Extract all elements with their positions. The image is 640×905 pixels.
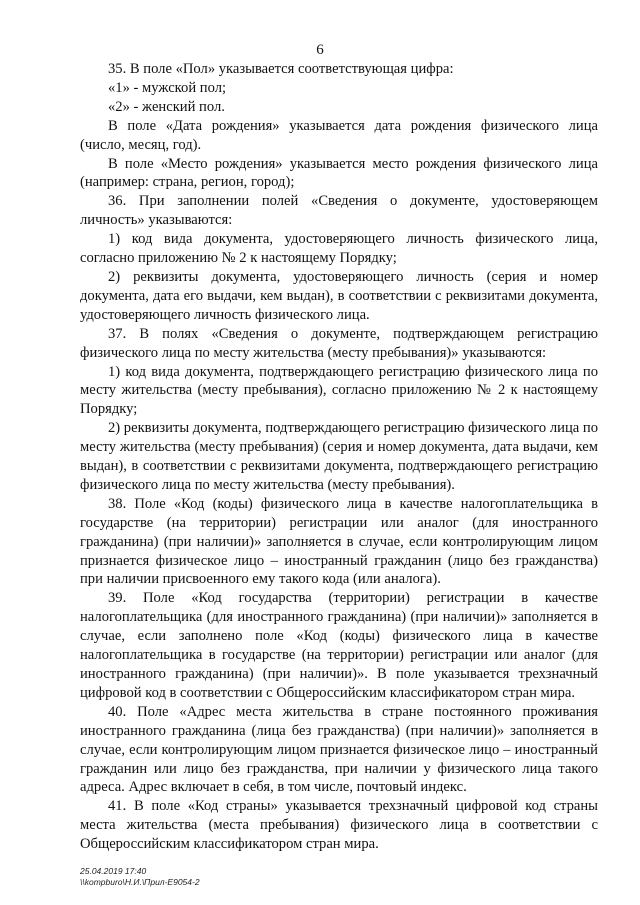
- paragraph-40: 40. Поле «Адрес места жительства в стране постоянного проживания иностранного гражданина (лица без гражданства) (при наличии)» заполняется в случае, если контролирующим лицом признается физическое лицо – иностранный гражданин или лицо без гражданства, при наличии у физического лица такого адреса. Адрес включает в себя, в том числе, почтовый индекс.: [80, 703, 598, 796]
- document-body: [80, 60, 598, 854]
- paragraph-36-1: 1) код вида документа, удостоверяющего личность физического лица, согласно приложению № 2 к настоящему Порядку;: [80, 231, 598, 267]
- paragraph-37-2: 2) реквизиты документа, подтверждающего регистрацию физического лица по месту жительства (месту пребывания) (серия и номер документа, дата выдачи, кем выдан), в соответствии с реквизитами документа, подтверждающего регистрацию физического лица по месту жительства (месту пребывания).: [80, 420, 598, 493]
- paragraph-37: 37. В полях «Сведения о документе, подтверждающем регистрацию физического лица по месту жительства (месту пребывания)» указываются:: [80, 325, 598, 361]
- page-number: 6: [316, 42, 324, 58]
- paragraph-41: 41. В поле «Код страны» указывается трехзначный цифровой код страны места жительства (места пребывания) физического лица в соответствии с Общероссийским классификатором стран мира.: [80, 798, 598, 853]
- paragraph-birth-place: В поле «Место рождения» указывается место рождения физического лица (например: страна, регион, город);: [80, 155, 598, 191]
- footer-timestamp: 25.04.2019 17:40: [80, 866, 147, 876]
- paragraph-36: 36. При заполнении полей «Сведения о документе, удостоверяющем личность» указываются:: [80, 193, 598, 229]
- paragraph-birth-date: В поле «Дата рождения» указывается дата рождения физического лица (число, месяц, год).: [80, 117, 598, 153]
- footer-stamp: [80, 866, 200, 888]
- paragraph-35-male: «1» - мужской пол;: [108, 79, 227, 96]
- paragraph-37-1: 1) код вида документа, подтверждающего регистрацию физического лица по месту жительства (месту пребывания), согласно приложению № 2 к настоящему Порядку;: [80, 363, 598, 418]
- paragraph-35-female: «2» - женский пол.: [108, 98, 225, 115]
- paragraph-35: 35. В поле «Пол» указывается соответствующая цифра:: [108, 61, 454, 77]
- paragraph-39: 39. Поле «Код государства (территории) регистрации в качестве налогоплательщика (для иностранного гражданина) (при наличии)» заполняется в случае, если заполнено поле «Код (коды) физического лица в качестве налогоплательщика в государстве (на территории) регистрации или аналог (для иностранного гражданина) (при наличии)». В поле указывается трехзначный цифровой код в соответствии с Общероссийским классификатором стран мира.: [80, 590, 598, 701]
- footer-file-path: \\kompburo\Н.И.\Прил-Е9054-2: [80, 877, 200, 887]
- paragraph-38: 38. Поле «Код (коды) физического лица в качестве налогоплательщика в государстве (на территории) регистрации или аналог (для иностранного гражданина) (при наличии)» заполняется в случае, если контролирующим лицом признается физическое лицо – иностранный гражданин (лицо без гражданства) при наличии присвоенного ему такого кода (или аналога).: [80, 495, 598, 588]
- paragraph-36-2: 2) реквизиты документа, удостоверяющего личность (серия и номер документа, дата его выдачи, кем выдан), в соответствии с реквизитами документа, удостоверяющего личность физического лица.: [80, 268, 598, 323]
